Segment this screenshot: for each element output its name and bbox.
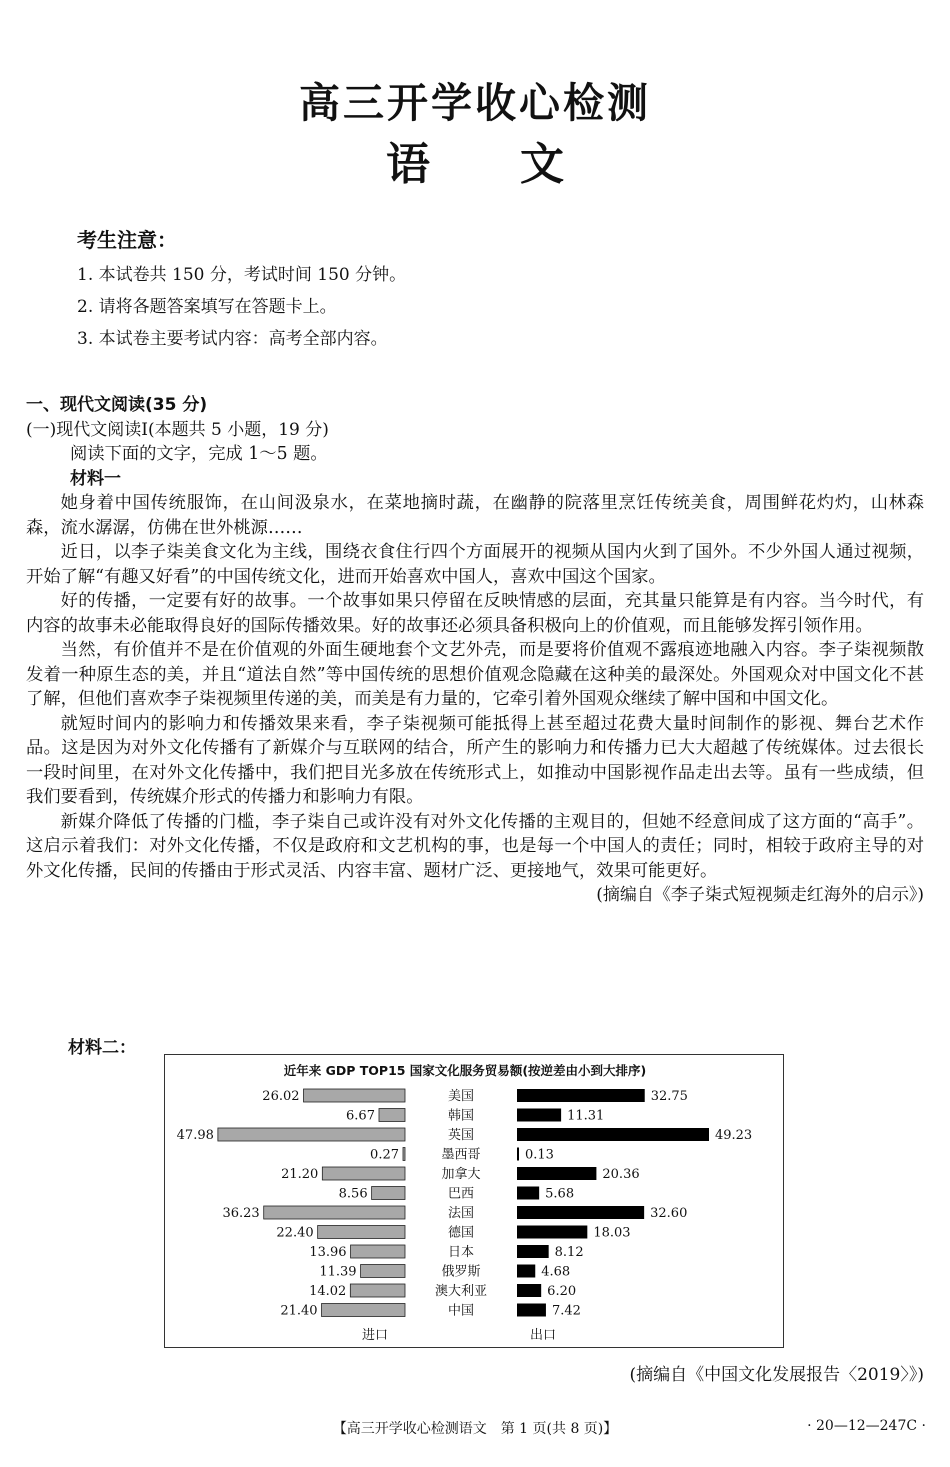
export-value-label: 7.42 — [551, 1303, 581, 1319]
import-bar — [322, 1167, 405, 1180]
subject-title: 语文 — [386, 139, 654, 190]
export-bar — [517, 1226, 587, 1239]
export-bar — [517, 1304, 546, 1317]
import-bar — [304, 1089, 405, 1102]
section-heading: 一、现代文阅读(35 分) — [26, 395, 208, 415]
import-value-label: 14.02 — [309, 1284, 347, 1299]
export-value-label: 6.20 — [547, 1284, 577, 1299]
material2-label: 材料二： — [68, 1038, 136, 1058]
import-bar — [350, 1284, 405, 1297]
page-footer: 【高三开学收心检测语文 第 1 页(共 8 页)】 — [332, 1421, 618, 1437]
paragraph: 她身着中国传统服饰，在山间汲泉水，在菜地摘时蔬，在幽静的院落里烹饪传统美食，周围鲜花灼灼，山林森森，流水潺潺，仿佛在世外桃源…… — [26, 493, 924, 538]
country-label: 德国 — [447, 1225, 475, 1241]
source-citation: (摘编自《李子柒式短视频走红海外的启示》) — [596, 885, 924, 905]
export-bar — [517, 1187, 539, 1200]
notice-list — [77, 259, 406, 355]
import-value-label: 11.39 — [319, 1264, 357, 1280]
export-bar — [517, 1167, 596, 1180]
source-citation-2: (摘编自《中国文化发展报告〈2019〉》) — [629, 1365, 924, 1385]
axis-label-import: 进口 — [361, 1328, 389, 1343]
country-label: 澳大利亚 — [434, 1284, 488, 1299]
country-label: 墨西哥 — [441, 1147, 481, 1163]
country-label: 巴西 — [447, 1186, 475, 1202]
import-value-label: 21.20 — [281, 1167, 319, 1182]
material1-label: 材料一 — [70, 468, 121, 489]
import-value-label: 8.56 — [338, 1186, 368, 1202]
country-label: 法国 — [447, 1206, 475, 1221]
export-bar — [517, 1109, 561, 1122]
instruction: 阅读下面的文字，完成 1～5 题。 — [70, 444, 328, 464]
paragraph: 就短时间内的影响力和传播效果来看，李子柒视频可能抵得上甚至超过花费大量时间制作的影视、舞台艺术作品。这是因为对外文化传播有了新媒介与互联网的结合，所产生的影响力和传播力已大大超越了传统媒体。过去很长一段时间里，在对外文化传播中，我们把目光多放在传统形式上，如推动中国影视作品走出去等。虽有一些成绩，但我们要看到，传统媒介形式的传播力和影响力有限。 — [26, 713, 924, 807]
exam-title: 高三开学收心检测 — [299, 79, 651, 127]
country-label: 加拿大 — [441, 1167, 481, 1182]
notice-item: 2. 请将各题答案填写在答题卡上。 — [77, 297, 337, 317]
export-bar — [517, 1128, 709, 1141]
country-label: 日本 — [447, 1245, 475, 1260]
footer-code: · 20—12—247C · — [807, 1418, 926, 1434]
export-bar — [517, 1089, 645, 1102]
paragraph: 当然，有价值并不是在价值观的外面生硬地套个文艺外壳，而是要将价值观不露痕迹地融入内容。李子柒视频散发着一种原生态的美，并且“道法自然”等中国传统的思想价值观念隐藏在这种美的最深处。外国观众对中国文化不甚了解，但他们喜欢李子柒视频里传递的美，而美是有力量的，它牵引着外国观众继续了解中国和中国文化。 — [26, 640, 924, 709]
notice-item: 3. 本试卷主要考试内容：高考全部内容。 — [77, 329, 388, 349]
paragraph: 新媒介降低了传播的门槛，李子柒自己或许没有对外文化传播的主观目的，但她不经意间成了这方面的“高手”。这启示着我们：对外文化传播，不仅是政府和文艺机构的事，也是每一个中国人的责任；同时，相较于政府主导的对外文化传播，民间的传播由于形式灵活、内容丰富、题材广泛、更接地气，效果可能更好。 — [26, 811, 924, 881]
export-value-label: 4.68 — [541, 1264, 571, 1280]
import-value-label: 36.23 — [222, 1206, 260, 1221]
export-bar — [517, 1284, 541, 1297]
import-value-label: 26.02 — [262, 1089, 300, 1104]
trade-chart — [164, 1054, 784, 1348]
export-value-label: 32.60 — [650, 1206, 688, 1221]
notice-item: 1. 本试卷共 150 分，考试时间 150 分钟。 — [77, 265, 407, 285]
import-bar — [372, 1187, 405, 1200]
axis-label-export: 出口 — [529, 1328, 557, 1343]
notice-heading: 考生注意： — [77, 228, 177, 252]
export-bar — [517, 1206, 644, 1219]
export-bar — [517, 1245, 549, 1258]
import-bar — [218, 1128, 405, 1141]
import-value-label: 6.67 — [346, 1108, 375, 1124]
country-label: 俄罗斯 — [441, 1264, 481, 1280]
subsection-heading: (一)现代文阅读Ⅰ(本题共 5 小题，19 分) — [26, 419, 329, 440]
import-bar — [264, 1206, 405, 1219]
export-value-label: 8.12 — [554, 1245, 584, 1260]
import-bar — [318, 1226, 405, 1239]
import-bar — [379, 1109, 405, 1122]
import-value-label: 47.98 — [176, 1128, 214, 1143]
import-bar — [322, 1304, 405, 1317]
import-value-label: 13.96 — [309, 1245, 347, 1260]
import-bar — [403, 1148, 405, 1161]
export-value-label: 20.36 — [602, 1167, 640, 1182]
export-value-label: 5.68 — [545, 1186, 575, 1202]
import-value-label: 22.40 — [276, 1225, 314, 1241]
export-bar — [517, 1148, 519, 1161]
import-value-label: 21.40 — [280, 1303, 318, 1319]
export-value-label: 11.31 — [567, 1108, 605, 1124]
reading-section — [26, 393, 924, 908]
import-bar — [361, 1265, 405, 1278]
export-bar — [517, 1265, 535, 1278]
export-value-label: 18.03 — [593, 1225, 631, 1241]
country-label: 美国 — [447, 1089, 475, 1104]
export-value-label: 32.75 — [650, 1089, 688, 1104]
paragraph: 好的传播，一定要有好的故事。一个故事如果只停留在反映情感的层面，充其量只能算是有内容。当今时代，有内容的故事未必能取得良好的国际传播效果。好的故事还必须具备积极向上的价值观，而且能够发挥引领作用。 — [26, 591, 924, 636]
paragraph: 近日，以李子柒美食文化为主线，围绕衣食住行四个方面展开的视频从国内火到了国外。不少外国人通过视频，开始了解“有趣又好看”的中国传统文化，进而开始喜欢中国人，喜欢中国这个国家。 — [26, 542, 924, 587]
chart-title: 近年来 GDP TOP15 国家文化服务贸易额(按逆差由小到大排序) — [283, 1063, 647, 1078]
country-label: 中国 — [447, 1303, 475, 1319]
country-label: 英国 — [447, 1128, 475, 1143]
country-label: 韩国 — [447, 1108, 475, 1124]
export-value-label: 0.13 — [525, 1147, 554, 1163]
import-bar — [351, 1245, 405, 1258]
export-value-label: 49.23 — [714, 1128, 753, 1143]
import-value-label: 0.27 — [370, 1147, 399, 1163]
trade-chart-svg — [165, 1055, 782, 1346]
